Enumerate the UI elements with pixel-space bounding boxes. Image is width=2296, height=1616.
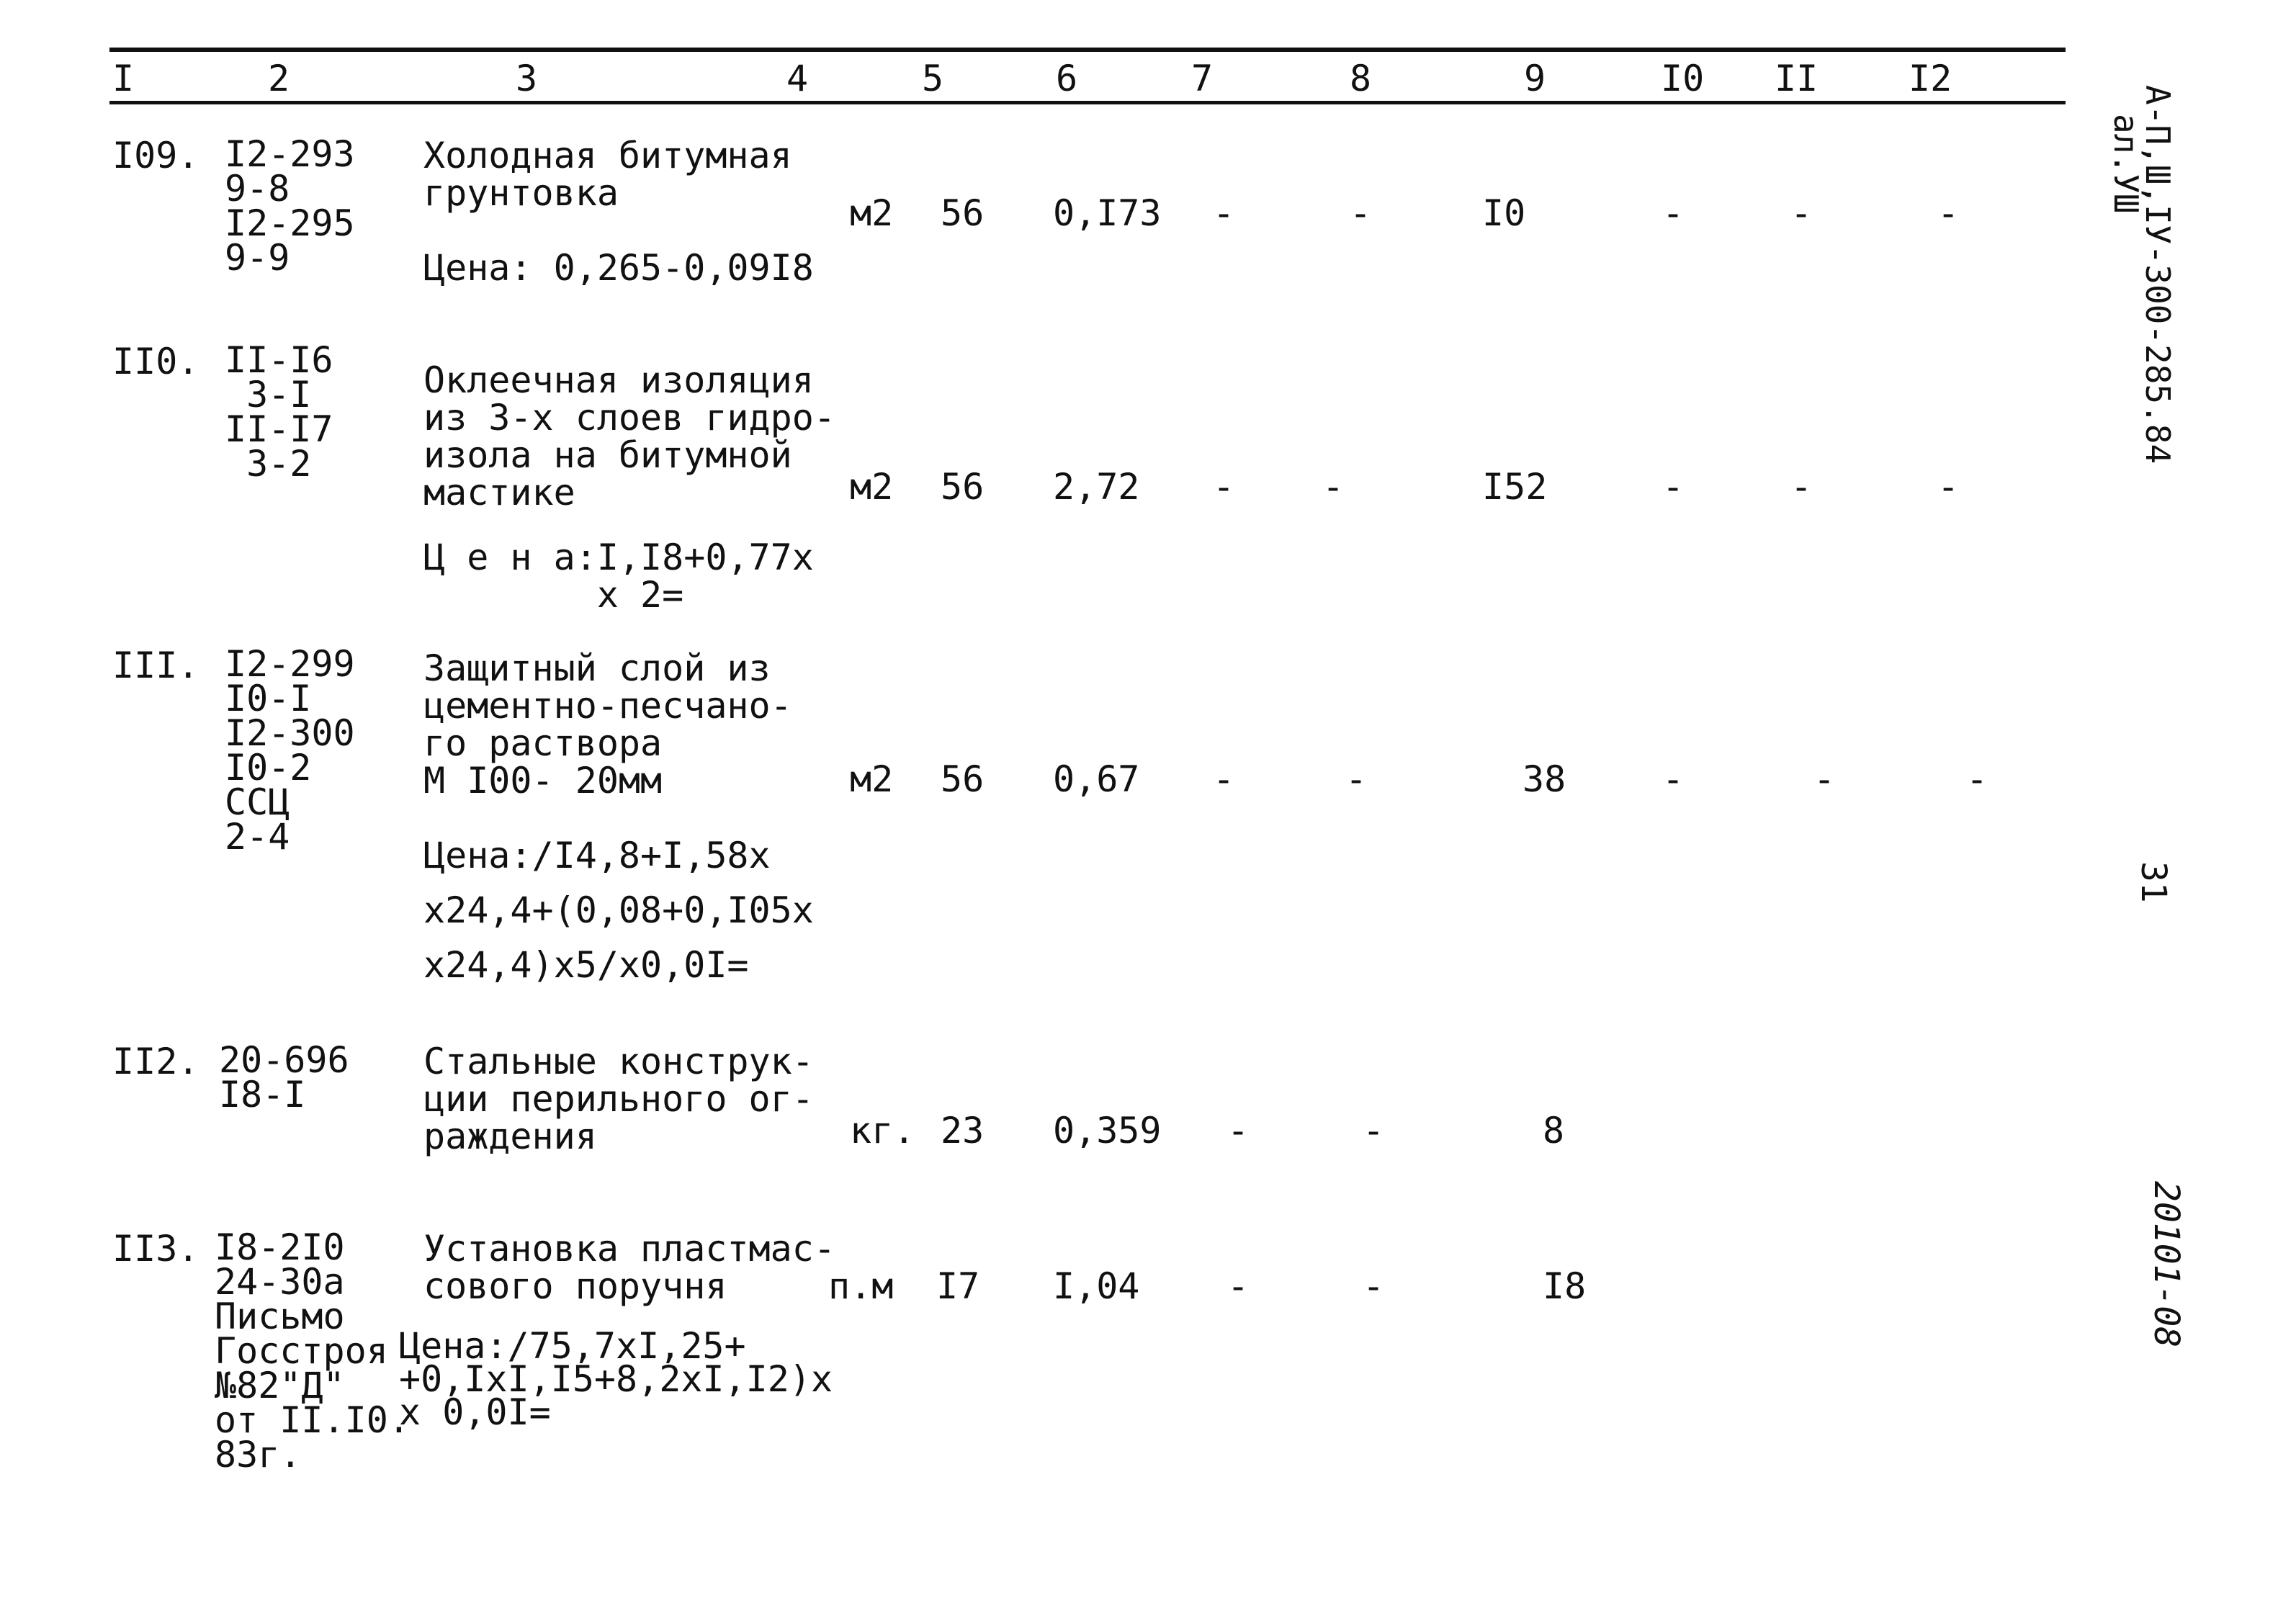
row-code: II-I6 3-I II-I7 3-2 xyxy=(225,339,333,485)
col-header-7: 7 xyxy=(1191,58,1214,99)
row-quantity: I7 xyxy=(936,1265,980,1307)
row-price-formula: Цена:/75,7xI,25+ +0,IxI,I5+8,2xI,I2)x x 0,0I= xyxy=(399,1325,833,1433)
row-number: I09. xyxy=(112,135,199,176)
row-price-formula: Цена: 0,265-0,09I8 xyxy=(423,247,814,289)
row-col-6: I,04 xyxy=(1053,1265,1140,1307)
table-top-rule xyxy=(109,48,2066,52)
row-description: Оклеечная изоляция из 3-х слоев гидро- изола на битумной мастике xyxy=(423,359,835,513)
row-code: I2-299 I0-I I2-300 I0-2 ССЦ 2-4 xyxy=(225,643,355,858)
row-col-6: 2,72 xyxy=(1053,466,1140,508)
side-code-line-1: А-П,Ш,IУ-300-285.84 xyxy=(2138,85,2177,464)
row-description: Установка пластмас- сового поручня xyxy=(423,1228,835,1307)
row-col-9: 38 xyxy=(1523,758,1566,800)
col-header-9: 9 xyxy=(1524,58,1546,99)
row-col-8: - xyxy=(1363,1265,1385,1307)
row-col-7: - xyxy=(1213,758,1235,800)
col-header-1: I xyxy=(112,58,135,99)
row-col-6: 0,67 xyxy=(1053,758,1140,800)
document-number: 20101-08 xyxy=(2146,1181,2187,1348)
side-code-line-2: ал.УШ xyxy=(2107,114,2145,214)
col-header-10: I0 xyxy=(1661,58,1705,99)
row-col-11: - xyxy=(1790,466,1813,508)
page-number: 31 xyxy=(2133,861,2174,903)
row-col-12: - xyxy=(1937,192,1960,234)
col-header-3: 3 xyxy=(516,58,538,99)
row-col-10: - xyxy=(1662,466,1685,508)
col-header-4: 4 xyxy=(786,58,809,99)
row-col-10: - xyxy=(1662,192,1685,234)
row-unit: м2 xyxy=(850,758,894,800)
row-quantity: 56 xyxy=(941,758,985,800)
row-quantity: 56 xyxy=(941,192,985,234)
col-header-6: 6 xyxy=(1056,58,1078,99)
row-code: 20-696 I8-I xyxy=(219,1039,349,1116)
row-code: I2-293 9-8 I2-295 9-9 xyxy=(225,133,355,279)
col-header-12: I2 xyxy=(1909,58,1952,99)
row-col-8: - xyxy=(1350,192,1372,234)
row-number: II0. xyxy=(112,341,199,382)
row-col-7: - xyxy=(1213,466,1235,508)
row-col-8: - xyxy=(1363,1110,1385,1152)
row-col-11: - xyxy=(1813,758,1836,800)
row-number: II2. xyxy=(112,1041,199,1082)
row-col-7: - xyxy=(1227,1265,1250,1307)
row-price-formula: Цена:/I4,8+I,58x x24,4+(0,08+0,I05x x24,4)x5/x0,0I= xyxy=(423,835,814,986)
col-header-5: 5 xyxy=(922,58,944,99)
row-unit: м2 xyxy=(850,466,894,508)
row-description: Стальные конструк- ции перильного ог- раждения xyxy=(423,1041,814,1157)
row-col-8: - xyxy=(1345,758,1368,800)
row-quantity: 56 xyxy=(941,466,985,508)
row-unit: п.м xyxy=(828,1265,894,1307)
row-col-9: I52 xyxy=(1482,466,1548,508)
row-col-12: - xyxy=(1937,466,1960,508)
row-number: III. xyxy=(112,645,199,686)
row-col-9: 8 xyxy=(1543,1110,1565,1152)
row-col-6: 0,359 xyxy=(1053,1110,1162,1152)
row-col-12: - xyxy=(1966,758,1988,800)
row-col-6: 0,I73 xyxy=(1053,192,1162,234)
row-quantity: 23 xyxy=(941,1110,985,1152)
row-col-8: - xyxy=(1322,466,1345,508)
row-col-7: - xyxy=(1213,192,1235,234)
row-unit: кг. xyxy=(850,1110,915,1152)
row-unit: м2 xyxy=(850,192,894,234)
col-header-11: II xyxy=(1775,58,1819,99)
row-col-9: I8 xyxy=(1543,1265,1587,1307)
row-col-9: I0 xyxy=(1482,192,1526,234)
col-header-8: 8 xyxy=(1350,58,1372,99)
table-header-rule xyxy=(109,101,2066,104)
row-col-10: - xyxy=(1662,758,1685,800)
row-col-11: - xyxy=(1790,192,1813,234)
row-col-7: - xyxy=(1227,1110,1250,1152)
row-code: I8-2I0 24-30а Письмо Госстроя №82"Д" от II.I0. 83г. xyxy=(215,1226,410,1476)
row-price-formula: Ц е н а:I,I8+0,77x x 2= xyxy=(423,537,814,616)
col-header-2: 2 xyxy=(268,58,290,99)
row-description: Холодная битумная грунтовка xyxy=(423,135,792,214)
row-number: II3. xyxy=(112,1228,199,1270)
row-description: Защитный слой из цементно-песчано- го раствора М I00- 20мм xyxy=(423,647,792,802)
